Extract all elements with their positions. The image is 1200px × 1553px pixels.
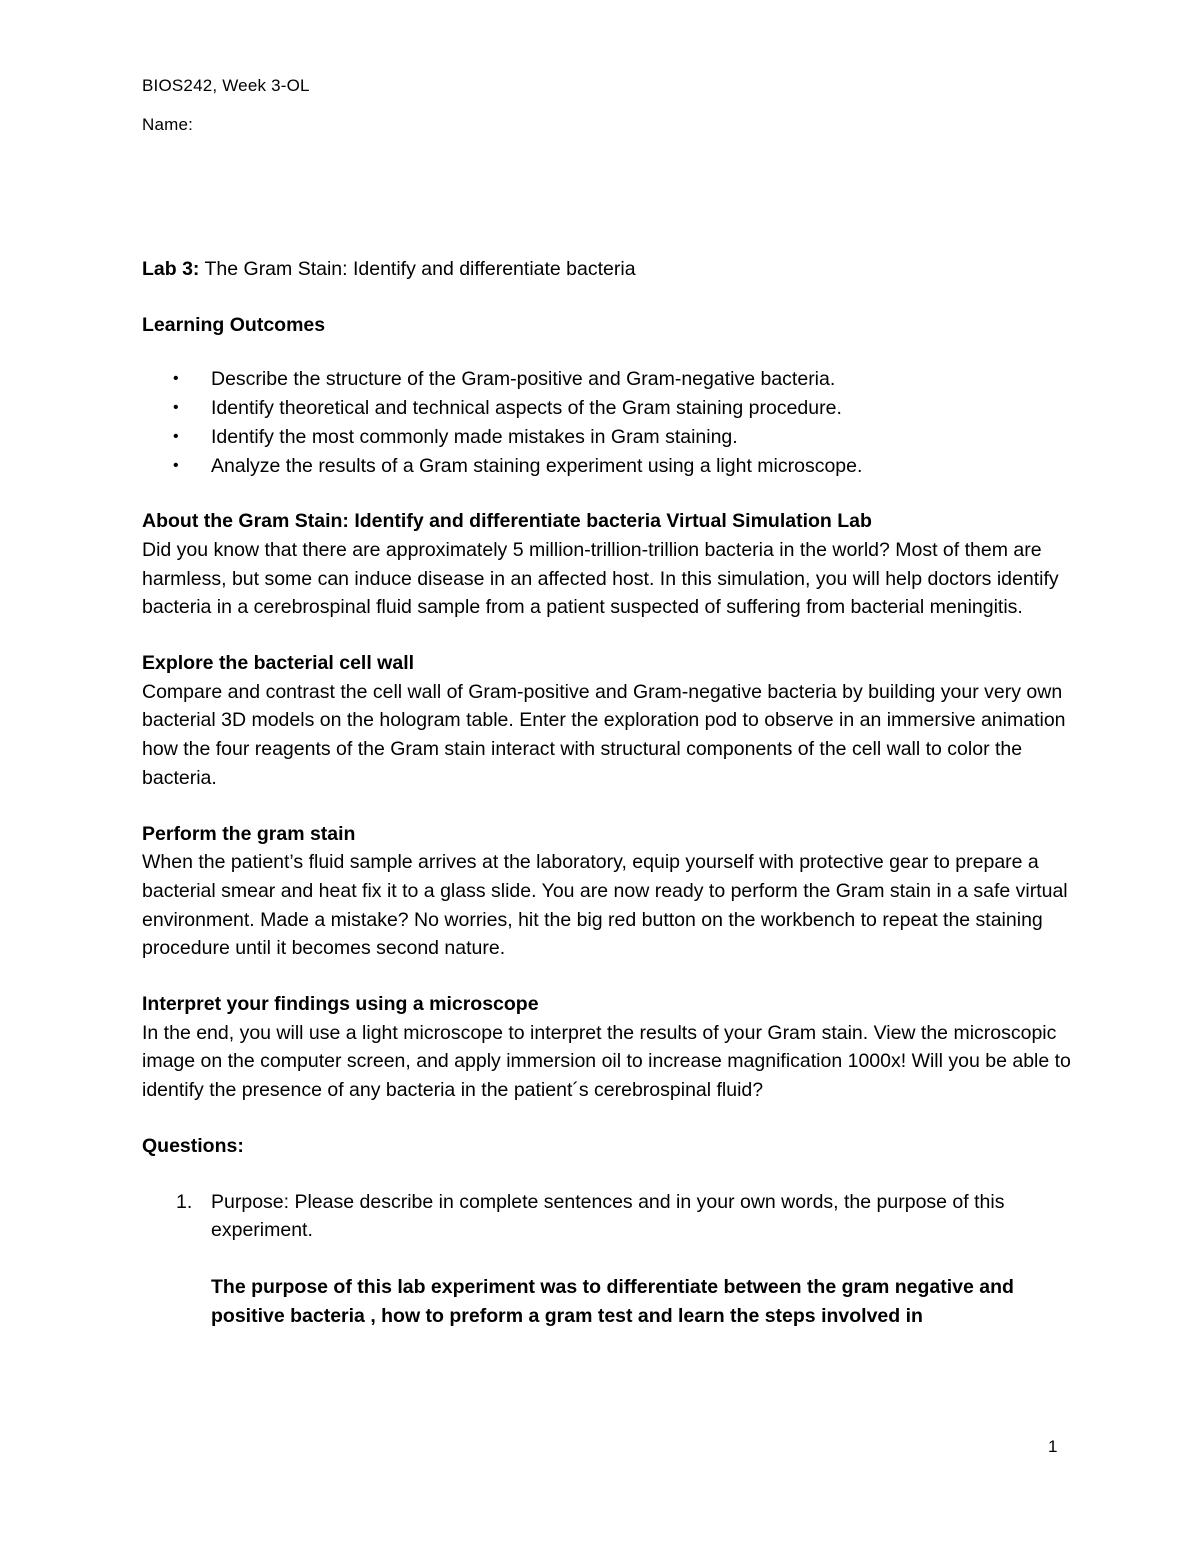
section-body: Did you know that there are approximately 5 million-trillion-trillion bacteria in the world? Most of them are harmless, but some can induce disease in an affected host. In this simulation, you will help doctors identify bacteria in a cerebrospinal fluid sample from a patient suspected of suffering from bacterial meningitis.: [142, 538, 1059, 619]
list-item: [142, 365, 1072, 394]
course-header: BIOS242, Week 3-OL: [142, 76, 310, 95]
questions-list: [142, 1188, 1072, 1331]
list-item: [142, 394, 1072, 423]
outcome-text: Identify the most commonly made mistakes in Gram staining.: [211, 425, 738, 448]
document-body: [142, 255, 1072, 1330]
section-heading: Perform the gram stain: [142, 822, 356, 845]
list-item: [142, 423, 1072, 452]
lab-number-label: Lab 3:: [142, 258, 200, 280]
section-about: [142, 507, 1072, 622]
bullet-icon: •: [173, 370, 179, 388]
name-label: Name:: [142, 115, 194, 134]
bullet-icon: •: [173, 427, 179, 445]
section-body: When the patient’s fluid sample arrives at the laboratory, equip yourself with protective gear to prepare a bacterial smear and heat fix it to a glass slide. You are now ready to perform the Gram stain in a safe virtual environment. Made a mistake? No worries, hit the big red button on the workbench to repeat the staining procedure until it becomes second nature.: [142, 851, 1068, 960]
bullet-icon: •: [173, 456, 179, 474]
section-heading: Explore the bacterial cell wall: [142, 652, 415, 675]
section-heading: About the Gram Stain: Identify and differentiate bacteria Virtual Simulation Lab: [142, 510, 872, 533]
bullet-icon: •: [173, 399, 179, 417]
list-item: [142, 452, 1072, 481]
lab-title-text: The Gram Stain: Identify and differentiate bacteria: [199, 258, 636, 280]
outcome-text: Describe the structure of the Gram-positive and Gram-negative bacteria.: [211, 368, 836, 391]
section-heading: Interpret your findings using a microscope: [142, 993, 539, 1016]
question-prompt: Purpose: Please describe in complete sentences and in your own words, the purpose of this experiment.: [211, 1190, 1005, 1242]
section-body: In the end, you will use a light microscope to interpret the results of your Gram stain. View the microscopic image on the computer screen, and apply immersion oil to increase magnification 1000x! Will you be able to identify the presence of any bacteria in the patient´s cerebrospinal fluid?: [142, 1021, 1071, 1102]
questions-heading: Questions:: [142, 1134, 244, 1157]
learning-outcomes-heading: Learning Outcomes: [142, 313, 326, 336]
question-number: 1.: [176, 1190, 193, 1213]
question-answer: The purpose of this lab experiment was to differentiate between the gram negative and positive bacteria , how to preform a gram test and learn the steps involved in: [211, 1275, 1014, 1327]
outcome-text: Identify theoretical and technical aspects of the Gram staining procedure.: [211, 397, 842, 420]
outcome-text: Analyze the results of a Gram staining experiment using a light microscope.: [211, 454, 863, 477]
section-cell-wall: [142, 649, 1072, 793]
page-number: 1: [1048, 1437, 1058, 1456]
learning-outcomes-list: [142, 365, 1072, 480]
section-body: Compare and contrast the cell wall of Gram-positive and Gram-negative bacteria by building your very own bacterial 3D models on the hologram table. Enter the exploration pod to observe in an immersive animation how the four reagents of the Gram stain interact with structural components of the cell wall to color the bacteria.: [142, 680, 1066, 789]
section-microscope: [142, 990, 1072, 1105]
lab-title: [142, 255, 1072, 284]
section-gram-stain: [142, 820, 1072, 964]
question-item: [142, 1188, 1072, 1331]
